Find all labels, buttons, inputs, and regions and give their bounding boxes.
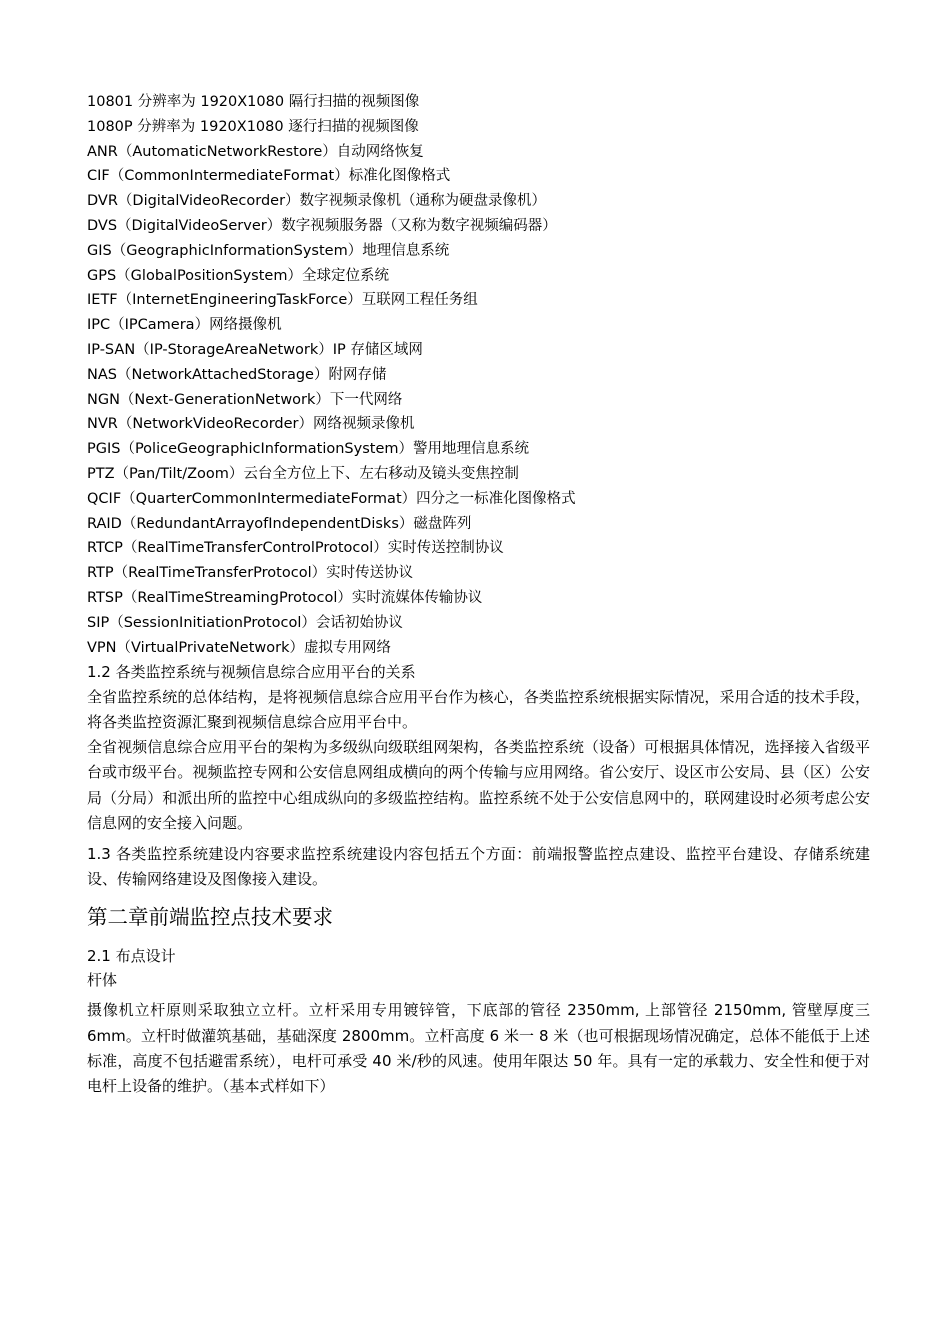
section-heading-2-1: 2.1 布点设计 <box>87 947 176 966</box>
paragraph-pole-specification: 摄像机立杆原则采取独立立杆。立杆采用专用镀锌管，下底部的管径 2350mm, 上部管径 2150mm, 管壁厚度三 6mm。立杆时做灌筑基础，基础深度 2800mm。立杆高度 6 米一 8 米（也可根据现场情况确定，总体不能低于上述标准，高度不包括避雷系统），电杆可承受 40 米/秒的风速。使用年限达 50 年。具有一定的承载力、安全性和便于对电杆上设备的维护。（基本式样如下） <box>87 1001 870 1096</box>
abbreviation-item: DVR（DigitalVideoRecorder）数字视频录像机（通称为硬盘录像机） <box>87 193 547 210</box>
abbreviation-item: VPN（VirtualPrivateNetwork）虚拟专用网络 <box>87 639 391 656</box>
abbreviation-item: ANR（AutomaticNetworkRestore）自动网络恢复 <box>87 143 424 160</box>
abbreviation-item: RTP（RealTimeTransferProtocol）实时传送协议 <box>87 565 414 582</box>
abbreviation-item: NGN（Next-GenerationNetwork）下一代网络 <box>87 391 403 408</box>
abbreviation-item: GIS（GeographicInformationSystem）地理信息系统 <box>87 242 450 259</box>
paragraph-platform-architecture: 全省视频信息综合应用平台的架构为多级纵向级联组网架构，各类监控系统（设备）可根据具体情况，选择接入省级平台或市级平台。视频监控专网和公安信息网组成横向的两个传输与应用网络。省公安厅、设区市公安局、县（区）公安局（分局）和派出所的监控中心组成纵向的多级监控结构。监控系统不处于公安信息网中的，联网建设时必须考虑公安信息网的安全接入问题。 <box>87 738 870 832</box>
abbreviation-item: RAID（RedundantArrayofIndependentDisks）磁盘阵列 <box>87 515 472 532</box>
abbreviation-item: SIP（SessionInitiationProtocol）会话初始协议 <box>87 614 403 631</box>
abbreviation-item: RTCP（RealTimeTransferControlProtocol）实时传送控制协议 <box>87 540 504 557</box>
abbreviation-item: NVR（NetworkVideoRecorder）网络视频录像机 <box>87 416 415 433</box>
abbreviation-item: IPC（IPCamera）网络摄像机 <box>87 317 282 334</box>
abbreviation-item: 1080P 分辨率为 1920X1080 逐行扫描的视频图像 <box>87 118 419 135</box>
abbreviation-item: QCIF（QuarterCommonIntermediateFormat）四分之一标准化图像格式 <box>87 490 576 507</box>
abbreviation-list <box>87 90 870 660</box>
abbreviation-item: 10801 分辨率为 1920X1080 隔行扫描的视频图像 <box>87 94 420 110</box>
abbreviation-item: DVS（DigitalVideoServer）数字视频服务器（又称为数字视频编码器） <box>87 217 557 234</box>
abbreviation-item: CIF（CommonIntermediateFormat）标准化图像格式 <box>87 168 451 185</box>
document-page <box>87 90 870 1099</box>
section-heading-1-2: 1.2 各类监控系统与视频信息综合应用平台的关系 <box>87 663 416 682</box>
abbreviation-item: PGIS（PoliceGeographicInformationSystem）警用地理信息系统 <box>87 441 529 458</box>
paragraph-overall-structure: 全省监控系统的总体结构，是将视频信息综合应用平台作为核心，各类监控系统根据实际情况，采用合适的技术手段，将各类监控资源汇聚到视频信息综合应用平台中。 <box>87 687 870 732</box>
chapter-title: 第二章前端监控点技术要求 <box>87 905 333 930</box>
abbreviation-item: NAS（NetworkAttachedStorage）附网存储 <box>87 366 387 383</box>
abbreviation-item: IP-SAN（IP-StorageAreaNetwork）IP 存储区域网 <box>87 341 423 358</box>
subheading-pole-body: 杆体 <box>87 971 118 990</box>
abbreviation-item: GPS（GlobalPositionSystem）全球定位系统 <box>87 267 389 284</box>
abbreviation-item: PTZ（Pan/Tilt/Zoom）云台全方位上下、左右移动及镜头变焦控制 <box>87 465 519 482</box>
abbreviation-item: IETF（InternetEngineeringTaskForce）互联网工程任务组 <box>87 292 478 309</box>
paragraph-section-1-3: 1.3 各类监控系统建设内容要求监控系统建设内容包括五个方面：前端报警监控点建设、监控平台建设、存储系统建设、传输网络建设及图像接入建设。 <box>87 845 870 889</box>
abbreviation-item: RTSP（RealTimeStreamingProtocol）实时流媒体传输协议 <box>87 589 483 606</box>
